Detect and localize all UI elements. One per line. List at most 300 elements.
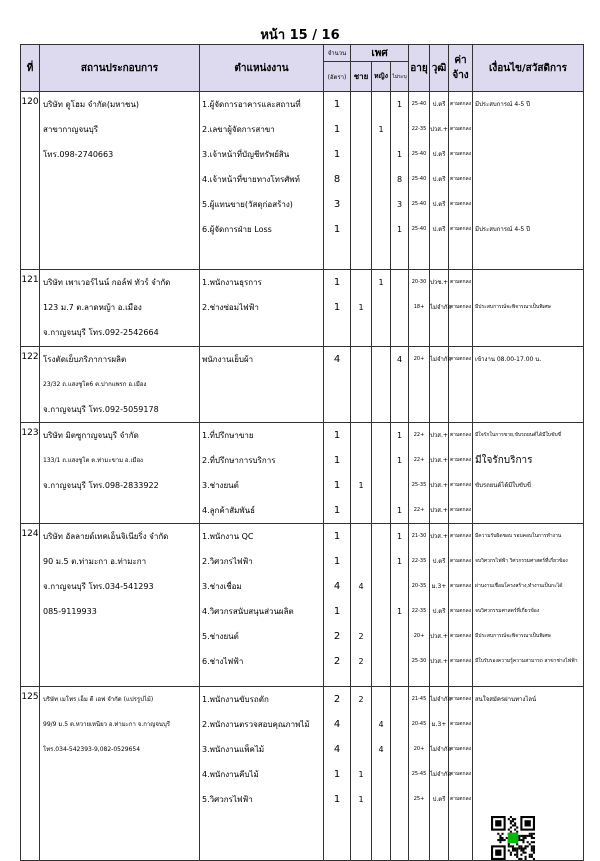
job-edu: ไม่จำกัด xyxy=(430,771,452,778)
job-count: 1 xyxy=(333,531,341,542)
job-count: 4 xyxy=(333,744,341,755)
job-age: 20-35 xyxy=(411,583,427,589)
job-count: 2 xyxy=(333,694,341,705)
job-any: 3 xyxy=(396,200,403,209)
job-age: 22+ xyxy=(413,507,425,513)
job-female xyxy=(372,574,390,599)
job-edu: ไม่จำกัด xyxy=(430,696,452,703)
job-any xyxy=(391,787,408,812)
company-line: 123 ม.7 ต.ลาดหญ้า อ.เมือง xyxy=(43,303,142,312)
job-edu: ป.ตรี xyxy=(432,201,446,208)
job-female: 4 xyxy=(378,745,384,754)
job-any: 1 xyxy=(396,225,403,234)
job-age: 21-30 xyxy=(411,533,427,539)
job-cond xyxy=(473,498,583,523)
company-line: บริษัท อัลลายด์เทคเอ็นจิเนียริ่ง จำกัด xyxy=(43,532,169,541)
company-line: 133/1 ถ.แสงชูโต ต.ท่ามะขาม อ.เมือง xyxy=(43,457,143,464)
job-age: 25-45 xyxy=(411,771,427,777)
job-wage: ตามตกลง xyxy=(449,432,472,438)
job-cond: จบวิศวกรไฟฟ้า วิศวกรรมศาสตร์ที่เกี่ยวข้อง xyxy=(475,558,568,564)
job-female xyxy=(372,787,390,812)
job-wage: ตามตกลง xyxy=(449,356,472,362)
job-col-any xyxy=(391,524,409,687)
job-male: 4 xyxy=(358,582,364,591)
company-line: บริษัท ดูโฮม จำกัด(มหาชน) xyxy=(43,100,140,109)
job-cond: มีใจรักในการขาย,ขับรถยนต์ได้มีใบขับขี่ xyxy=(475,432,562,438)
job-wage: ตามตกลง xyxy=(449,633,472,639)
job-count: 2 xyxy=(333,631,341,642)
job-any xyxy=(391,649,408,674)
company-info xyxy=(40,423,200,524)
job-col-any xyxy=(391,92,409,270)
job-position: 3.เจ้าหน้าที่บัญชีทรัพย์สิน xyxy=(202,150,290,159)
job-cond: มีประสบการณ์ 4-5 ปี xyxy=(475,101,530,108)
job-cond xyxy=(473,167,583,192)
job-count: 1 xyxy=(333,505,341,516)
job-male xyxy=(351,599,371,624)
job-cond xyxy=(473,192,583,217)
job-wage: ตามตกลง xyxy=(449,151,472,157)
job-position: 1.ผู้จัดการอาคารและสถานที่ xyxy=(202,100,301,109)
job-wage: ตามตกลง xyxy=(449,746,472,752)
job-cond xyxy=(473,270,583,295)
job-position: 3.พนักงานแพ็คไม้ xyxy=(202,745,265,754)
job-wage: ตามตกลง xyxy=(449,176,472,182)
company-number: 123 xyxy=(21,423,40,524)
job-any xyxy=(391,762,408,787)
job-any: 1 xyxy=(396,150,403,159)
job-age: 25-40 xyxy=(411,201,427,207)
job-female xyxy=(372,423,390,448)
company-info xyxy=(40,92,200,270)
company-line: 23/32 ถ.แสงชูโต6 ต.ปากแพรก อ.เมือง xyxy=(43,381,147,388)
job-count: 3 xyxy=(333,199,341,210)
job-col-cond xyxy=(473,687,584,861)
job-count: 1 xyxy=(333,277,341,288)
header-male: ชาย xyxy=(351,62,372,92)
job-age: 22+ xyxy=(413,432,425,438)
job-female: 1 xyxy=(378,278,384,287)
job-female xyxy=(372,92,390,117)
job-age: 22-35 xyxy=(411,126,427,132)
job-position: 1.พนักงานขับรถตัก xyxy=(202,695,269,704)
job-count: 1 xyxy=(333,480,341,491)
job-edu: ปวส.+ xyxy=(430,633,448,640)
job-wage: ตามตกลง xyxy=(449,482,472,488)
job-male xyxy=(351,92,371,117)
job-male xyxy=(351,167,371,192)
job-wage: ตามตกลง xyxy=(449,226,472,232)
job-col-wage xyxy=(449,687,473,861)
header-any: ไม่ระบุ xyxy=(391,62,409,92)
job-female xyxy=(372,473,390,498)
job-male xyxy=(351,217,371,242)
job-count: 1 xyxy=(333,556,341,567)
job-wage: ตามตกลง xyxy=(449,583,472,589)
header-position: ตำแหน่งงาน xyxy=(200,45,324,92)
header-wage: ค่าจ้าง xyxy=(449,45,473,92)
job-col-any xyxy=(391,687,409,861)
job-male xyxy=(351,192,371,217)
job-col-edu xyxy=(430,347,452,423)
company-info xyxy=(40,270,200,347)
job-wage: ตามตกลง xyxy=(449,533,472,539)
header-count: จำนวน xyxy=(324,45,351,62)
job-col-count xyxy=(324,347,351,423)
job-male: 1 xyxy=(358,303,364,312)
job-wage: ตามตกลง xyxy=(449,507,472,513)
job-count: 1 xyxy=(333,149,341,160)
job-col-any xyxy=(391,347,409,423)
job-male xyxy=(351,737,371,762)
job-edu: ม.3+ xyxy=(431,721,447,728)
job-col-position xyxy=(200,423,324,524)
job-edu: ปวส.+ xyxy=(430,432,448,439)
job-count: 1 xyxy=(333,455,341,466)
header-count-unit: (อัตรา) xyxy=(324,62,351,92)
job-wage: ตามตกลง xyxy=(449,126,472,132)
job-female xyxy=(372,217,390,242)
job-male: 2 xyxy=(358,657,364,666)
job-count: 8 xyxy=(333,174,341,185)
job-female xyxy=(372,687,390,712)
job-edu: ป.ตรี xyxy=(432,176,446,183)
job-edu: ป.ตรี xyxy=(432,151,446,158)
job-col-count xyxy=(324,524,351,687)
job-male xyxy=(351,448,371,473)
job-position: 1.พนักงาน QC xyxy=(202,532,254,541)
job-age: 18+ xyxy=(413,304,425,310)
job-any: 8 xyxy=(396,175,403,184)
job-count: 1 xyxy=(333,794,341,805)
company-line: จ.กาญจนบุรี โทร.034-541293 xyxy=(43,582,154,591)
job-cond xyxy=(473,762,583,787)
job-col-wage xyxy=(449,347,473,423)
job-edu: ไม่จำกัด xyxy=(430,304,452,311)
header-cond: เงื่อนไข/สวัสดิการ xyxy=(473,45,584,92)
company-row xyxy=(21,347,584,423)
job-col-any xyxy=(391,270,409,347)
job-female xyxy=(372,167,390,192)
job-female xyxy=(372,549,390,574)
job-col-wage xyxy=(449,423,473,524)
job-male: 2 xyxy=(358,632,364,641)
job-edu: ปวส.+ xyxy=(430,658,448,665)
job-count: 1 xyxy=(333,606,341,617)
job-female xyxy=(372,624,390,649)
company-line: โทร.034-542393-9,082-0529654 xyxy=(43,746,141,753)
job-col-male xyxy=(351,687,372,861)
job-age: 25-35 xyxy=(411,482,427,488)
job-female xyxy=(372,524,390,549)
job-male xyxy=(351,347,371,372)
job-col-age xyxy=(409,270,430,347)
job-any: 1 xyxy=(396,100,403,109)
job-col-position xyxy=(200,524,324,687)
job-female xyxy=(372,295,390,320)
job-position: พนักงานเย็บผ้า xyxy=(202,355,254,364)
job-female xyxy=(372,448,390,473)
job-cond: มีประสบการณ์จะพิจารณาเป็นพิเศษ xyxy=(475,304,551,310)
job-any: 1 xyxy=(396,607,403,616)
job-any xyxy=(391,117,408,142)
job-edu: ป.ตรี xyxy=(432,101,446,108)
job-cond xyxy=(473,737,583,762)
job-cond: มีประสบการณ์ 4-5 ปี xyxy=(475,226,530,233)
company-number: 124 xyxy=(21,524,40,687)
job-any xyxy=(391,687,408,712)
job-male xyxy=(351,117,371,142)
job-col-female xyxy=(372,270,391,347)
job-col-female xyxy=(372,92,391,270)
job-edu: ปวส.+ xyxy=(430,457,448,464)
header-female: หญิง xyxy=(372,62,391,92)
company-line: จ.กาญจนบุรี โทร.098-2833922 xyxy=(43,481,159,490)
job-male xyxy=(351,549,371,574)
job-col-female xyxy=(372,347,391,423)
job-age: 25-40 xyxy=(411,101,427,107)
job-any xyxy=(391,295,408,320)
job-col-cond xyxy=(473,524,584,687)
job-age: 20+ xyxy=(413,356,425,362)
job-age: 25-40 xyxy=(411,176,427,182)
job-col-edu xyxy=(430,270,452,347)
header-company: สถานประกอบการ xyxy=(40,45,200,92)
job-position: 3.ช่างยนต์ xyxy=(202,481,239,490)
job-cond xyxy=(473,117,583,142)
company-number: 121 xyxy=(21,270,40,347)
job-position: 4.เจ้าหน้าที่ขายทางโทรศัพท์ xyxy=(202,175,300,184)
job-any: 1 xyxy=(396,506,403,515)
job-wage: ตามตกลง xyxy=(449,558,472,564)
header-sex: เพศ xyxy=(351,45,409,62)
job-wage: ตามตกลง xyxy=(449,279,472,285)
job-count: 1 xyxy=(333,224,341,235)
job-col-male xyxy=(351,92,372,270)
job-female xyxy=(372,192,390,217)
job-col-cond xyxy=(473,270,584,347)
job-count: 4 xyxy=(333,581,341,592)
job-wage: ตามตกลง xyxy=(449,771,472,777)
company-line: บริษัท เพาเวอร์ไนน์ กอล์ฟ ทัวร์ จำกัด xyxy=(43,278,171,287)
job-col-count xyxy=(324,423,351,524)
company-line: สาขากาญจนบุรี xyxy=(43,125,99,134)
company-line: โรงตัดเย็บภริภาการผลิต xyxy=(43,355,127,364)
job-age: 22+ xyxy=(413,457,425,463)
job-edu: ไม่จำกัด xyxy=(430,746,452,753)
job-edu: ปวช.+ xyxy=(430,279,449,286)
job-age: 25-40 xyxy=(411,151,427,157)
job-age: 20-30 xyxy=(411,279,427,285)
job-col-male xyxy=(351,347,372,423)
job-wage: ตามตกลง xyxy=(449,608,472,614)
job-edu: ป.ตรี xyxy=(432,558,446,565)
job-col-edu xyxy=(430,92,449,270)
job-position: 1.ที่ปรึกษาขาย xyxy=(202,431,254,440)
job-edu: ปวส.+ xyxy=(430,507,448,514)
job-position: 5.ช่างยนต์ xyxy=(202,632,239,641)
job-wage: ตามตกลง xyxy=(449,201,472,207)
job-wage: ตามตกลง xyxy=(449,101,472,107)
job-col-cond xyxy=(473,347,584,423)
company-info xyxy=(40,687,200,861)
job-position: 1.พนักงานธุรการ xyxy=(202,278,262,287)
job-cond: เข้างาน 08.00-17.00 น. xyxy=(475,356,542,363)
job-female xyxy=(372,649,390,674)
job-position: 6.ช่างไฟฟ้า xyxy=(202,657,244,666)
job-cond: ขับรถยนต์ได้มีใบขับขี่ xyxy=(475,482,531,489)
job-female xyxy=(372,599,390,624)
job-male: 1 xyxy=(358,481,364,490)
header-age: อายุ xyxy=(409,45,430,92)
job-col-position xyxy=(200,347,324,423)
job-count: 1 xyxy=(333,430,341,441)
job-wage: ตามตกลง xyxy=(449,796,472,802)
job-cond: สนใจสมัครผ่านทางไลน์ xyxy=(475,696,537,703)
job-male xyxy=(351,712,371,737)
job-col-female xyxy=(372,524,391,687)
job-position: 4.วิศวกรสนับสนุนส่วนผลิต xyxy=(202,607,294,616)
job-position: 2.พนักงานตรวจสอบคุณภาพไม้ xyxy=(202,720,310,729)
company-row xyxy=(21,687,584,861)
job-male: 2 xyxy=(358,695,364,704)
job-wage: ตามตกลง xyxy=(449,658,472,664)
company-line: บริษัท เมโทร เอ็ม ดี เอฟ จำกัด (แปรรูปไม้) xyxy=(43,696,154,703)
job-listing-table xyxy=(20,44,584,861)
job-cond: มีประสบการณ์จะพิจารณาเป็นพิเศษ xyxy=(475,633,551,639)
job-age: 21-45 xyxy=(411,696,427,702)
job-position: 2.วิศวกรไฟฟ้า xyxy=(202,557,253,566)
company-info xyxy=(40,524,200,687)
job-any: 4 xyxy=(396,355,403,364)
job-count: 1 xyxy=(333,769,341,780)
job-female xyxy=(372,347,390,372)
company-row xyxy=(21,524,584,687)
job-col-age xyxy=(409,347,430,423)
job-position: 5.ผู้แทนขาย(วัสดุก่อสร้าง) xyxy=(202,200,293,209)
header-edu: วุฒิ xyxy=(430,45,449,92)
job-any xyxy=(391,270,408,295)
job-wage: ตามตกลง xyxy=(449,457,472,463)
job-any: 1 xyxy=(396,532,403,541)
job-col-count xyxy=(324,270,351,347)
job-position: 2.ที่ปรึกษาการบริการ xyxy=(202,456,276,465)
job-edu: ป.ตรี xyxy=(432,226,446,233)
job-male xyxy=(351,423,371,448)
job-male xyxy=(351,524,371,549)
job-col-any xyxy=(391,423,409,524)
company-row xyxy=(21,270,584,347)
job-col-position xyxy=(200,270,324,347)
job-col-position xyxy=(200,92,324,270)
job-col-male xyxy=(351,524,372,687)
job-wage: ตามตกลง xyxy=(449,721,472,727)
job-position: 5.วิศวกรไฟฟ้า xyxy=(202,795,253,804)
job-age: 22-35 xyxy=(411,558,427,564)
job-edu: ปวส.+ xyxy=(430,126,448,133)
job-count: 4 xyxy=(333,719,341,730)
company-info xyxy=(40,347,200,423)
job-cond: จบวิศวกรรมศาสตร์ที่เกี่ยวข้อง xyxy=(475,608,540,614)
job-edu: ปวส.+ xyxy=(430,482,448,489)
company-line: บริษัท มิตซูกาญจนบุรี จำกัด xyxy=(43,431,139,440)
page-title: หน้า 15 / 16 xyxy=(260,28,340,43)
job-age: 20+ xyxy=(413,633,425,639)
job-age: 25+ xyxy=(413,796,425,802)
job-cond xyxy=(473,712,583,737)
job-col-cond xyxy=(473,423,584,524)
job-any: 1 xyxy=(396,456,403,465)
job-count: 2 xyxy=(333,656,341,667)
job-count: 1 xyxy=(333,302,341,313)
job-edu: ป.ตรี xyxy=(432,608,446,615)
job-any: 1 xyxy=(396,431,403,440)
job-male xyxy=(351,270,371,295)
job-col-wage xyxy=(449,270,473,347)
company-line: 085-9119933 xyxy=(43,607,97,616)
job-edu: ปวส.+ xyxy=(430,533,448,540)
job-col-position xyxy=(200,687,324,861)
job-col-age xyxy=(409,687,430,861)
job-col-male xyxy=(351,423,372,524)
job-position: 2.ช่างซ่อมไฟฟ้า xyxy=(202,303,259,312)
job-wage: ตามตกลง xyxy=(449,304,472,310)
job-col-cond xyxy=(473,92,584,270)
company-number: 125 xyxy=(21,687,40,861)
job-col-female xyxy=(372,687,391,861)
job-any xyxy=(391,712,408,737)
job-position: 3.ช่างเชื่อม xyxy=(202,582,242,591)
job-position: 4.ลูกค้าสัมพันธ์ xyxy=(202,506,256,515)
job-any xyxy=(391,574,408,599)
company-number: 120 xyxy=(21,92,40,270)
job-age: 20+ xyxy=(413,746,425,752)
job-wage: ตามตกลง xyxy=(449,696,472,702)
job-col-age xyxy=(409,423,430,524)
job-edu: ไม่จำกัด xyxy=(430,356,452,363)
job-col-edu xyxy=(430,423,449,524)
job-col-edu xyxy=(430,524,449,687)
company-line: จ.กาญจนบุรี โทร.092-5059178 xyxy=(43,405,159,414)
job-female: 1 xyxy=(378,125,384,134)
job-age: 22-35 xyxy=(411,608,427,614)
job-col-wage xyxy=(449,92,473,270)
job-age: 25-30 xyxy=(411,658,427,664)
job-position: 4.พนักงานคีบไม้ xyxy=(202,770,259,779)
job-position: 2.เลขาผู้จัดการสาขา xyxy=(202,125,275,134)
job-male: 1 xyxy=(358,795,364,804)
job-female xyxy=(372,498,390,523)
job-col-count xyxy=(324,92,351,270)
job-female: 4 xyxy=(378,720,384,729)
job-edu: ป.ตรี xyxy=(432,796,446,803)
job-cond: มีความรับผิดชอบ รอบคอบในการทำงาน xyxy=(475,533,562,539)
job-any xyxy=(391,473,408,498)
job-cond: ผ่านงานเชื่อมโครงสร้าง,ทำงานเป็นกะได้ xyxy=(475,583,563,589)
job-cond: มีใจรักบริการ xyxy=(475,455,533,466)
line-qr-code-icon[interactable] xyxy=(491,816,535,860)
job-any xyxy=(391,737,408,762)
header-no: ที่ xyxy=(21,45,40,92)
job-female xyxy=(372,762,390,787)
job-cond xyxy=(473,142,583,167)
job-col-wage xyxy=(449,524,473,687)
job-age: 25-40 xyxy=(411,226,427,232)
job-cond: มีใบรับรองความรู้ความสามารถ สาขาช่างไฟฟ้า xyxy=(475,658,578,664)
job-position: 6.ผู้จัดการฝ่าย Loss xyxy=(202,225,272,234)
job-col-age xyxy=(409,524,430,687)
job-col-edu xyxy=(430,687,452,861)
